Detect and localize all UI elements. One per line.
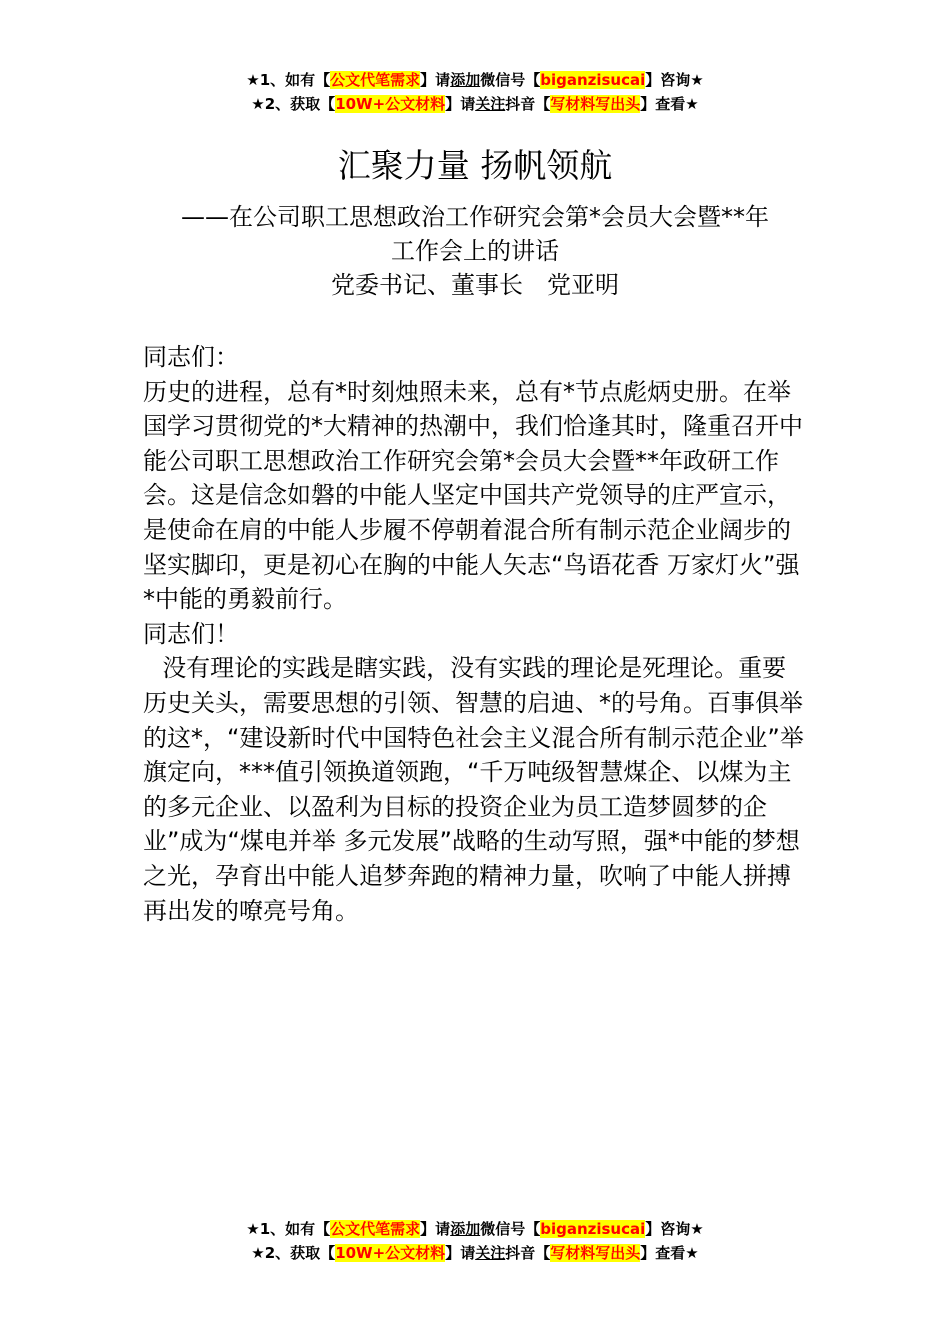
document-subtitle [0,200,950,302]
banner-text: 微信号【 [480,71,541,89]
subtitle-line: ——在公司职工思想政治工作研究会第*会员大会暨**年 [181,203,769,231]
banner-text: 抖音【 [505,1244,551,1262]
banner-line-2 [0,92,950,116]
document-body [143,340,808,928]
wechat-id: biganzisucai [540,71,646,89]
banner-text: 】咨询★ [645,1220,704,1238]
highlight-text: 10W+公文材料 [335,95,446,113]
banner-text: 】请 [420,1220,451,1238]
author-line: 党委书记、董事长 党亚明 [331,271,619,299]
wechat-id: biganzisucai [540,1220,646,1238]
paragraph: 历史的进程，总有*时刻烛照未来，总有*节点彪炳史册。在举国学习贯彻党的*大精神的热潮中，我们恰逢其时，隆重召开中能公司职工思想政治工作研究会第*会员大会暨**年政研工作会。这是信念如磐的中能人坚定中国共产党领导的庄严宣示，是使命在肩的中能人步履不停朝着混合所有制示范企业阔步的坚实脚印，更是初心在胸的中能人矢志“鸟语花香 万家灯火”强*中能的勇毅前行。 [143,377,803,614]
banner-text: 】请 [420,71,451,89]
banner-line-1 [0,1217,950,1241]
banner-text: ★1、如有【 [246,71,331,89]
highlight-text: 10W+公文材料 [335,1244,446,1262]
douyin-id: 写材料写出头 [550,1244,641,1262]
subtitle-line: 工作会上的讲话 [391,237,559,265]
document-title: 汇聚力量 扬帆领航 [337,146,613,185]
greeting: 同志们： [143,343,239,371]
underlined-text: 关注 [475,1244,506,1262]
highlight-text: 公文代笔需求 [330,1220,421,1238]
banner-text: ★2、获取【 [251,1244,336,1262]
paragraph: 没有理论的实践是瞎实践，没有实践的理论是死理论。重要历史关头，需要思想的引领、智慧的启迪、*的号角。百事俱举的这*，“建设新时代中国特色社会主义混合所有制示范企业”举旗定向，***值引领换道领跑，“千万吨级智慧煤企、以煤为主的多元企业、以盈利为目标的投资企业为员工造梦圆梦的企业”成为“煤电并举 多元发展”战略的生动写照，强*中能的梦想之光，孕育出中能人追梦奔跑的精神力量，吹响了中能人拼搏再出发的嘹亮号角。 [143,654,804,925]
douyin-id: 写材料写出头 [550,95,641,113]
banner-text: 】咨询★ [645,71,704,89]
underlined-text: 添加 [450,1220,481,1238]
banner-text: 】查看★ [640,1244,699,1262]
banner-line-1 [0,68,950,92]
banner-text: 】请 [445,1244,476,1262]
top-banner [0,68,950,116]
highlight-text: 公文代笔需求 [330,71,421,89]
banner-text: ★1、如有【 [246,1220,331,1238]
banner-text: 】请 [445,95,476,113]
banner-text: ★2、获取【 [251,95,336,113]
underlined-text: 关注 [475,95,506,113]
underlined-text: 添加 [450,71,481,89]
banner-text: 抖音【 [505,95,551,113]
bottom-banner [0,1217,950,1265]
banner-line-2 [0,1241,950,1265]
banner-text: 微信号【 [480,1220,541,1238]
banner-text: 】查看★ [640,95,699,113]
greeting: 同志们！ [143,619,239,648]
